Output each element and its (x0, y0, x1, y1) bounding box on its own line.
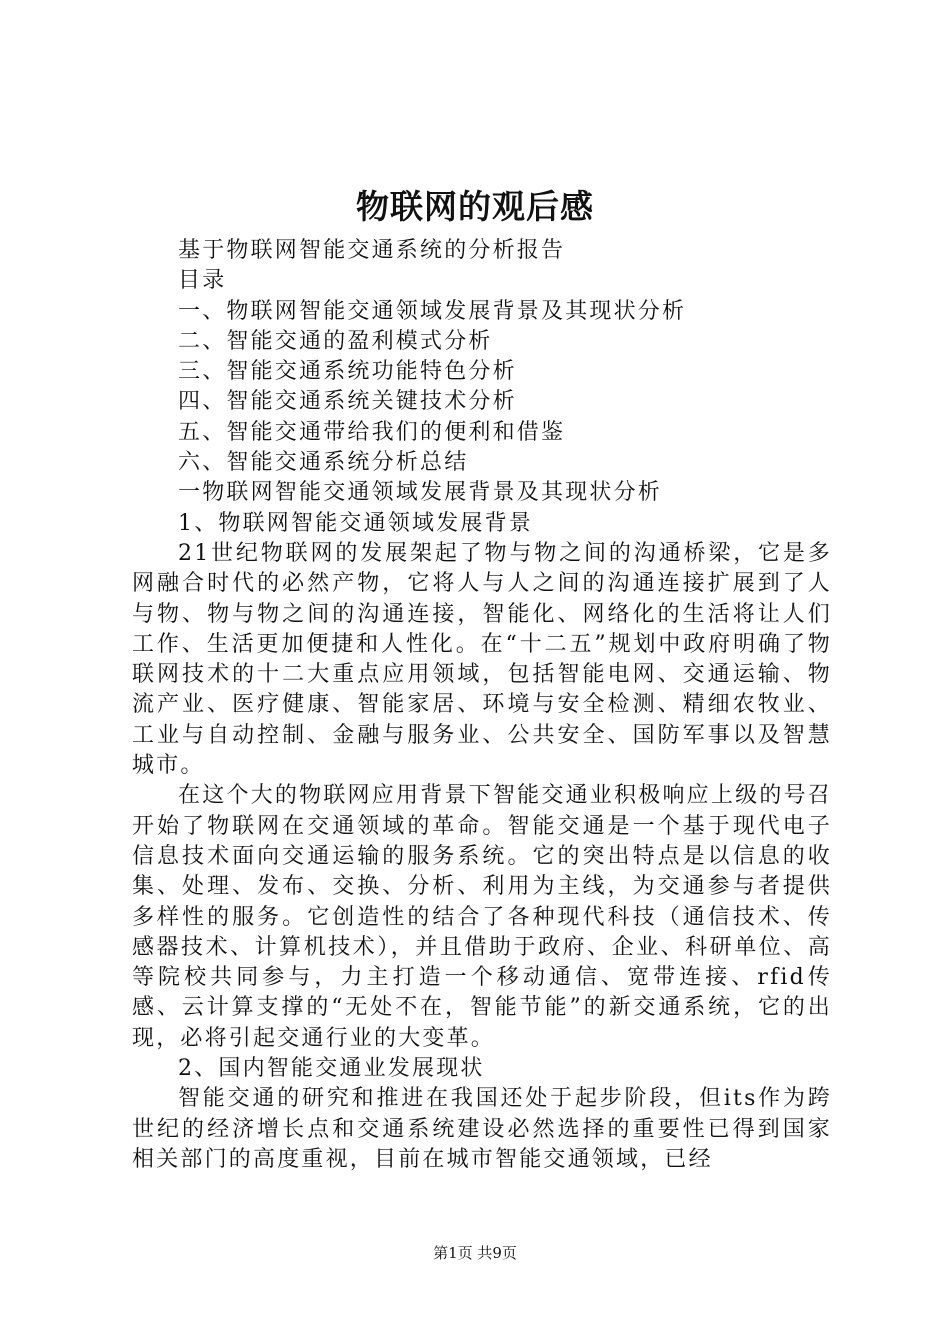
paragraph-1: 21世纪物联网的发展架起了物与物之间的沟通桥梁，它是多网融合时代的必然产物，它将人与人之间的沟通连接扩展到了人与物、物与物之间的沟通连接，智能化、网络化的生活将让人们工作、生活更加便捷和人性化。在“十二五”规划中政府明确了物联网技术的十二大重点应用领域，包括智能电网、交通运输、物流产业、医疗健康、智能家居、环境与安全检测、精细农牧业、工业与自动控制、金融与服务业、公共安全、国防军事以及智慧城市。 (132, 540, 832, 779)
report-title: 基于物联网智能交通系统的分析报告 (178, 238, 566, 263)
toc-item-6: 六、智能交通系统分析总结 (178, 450, 469, 476)
document-body (132, 236, 832, 1175)
document-title: 物联网的观后感 (356, 187, 594, 226)
paragraph-3: 智能交通的研究和推进在我国还处于起步阶段，但its作为跨世纪的经济增长点和交通系统建设必然选择的重要性已得到国家相关部门的高度重视，目前在城市智能交通领域，已经 (132, 1086, 832, 1172)
subsection-heading-1: 1、物联网智能交通领域发展背景 (178, 510, 533, 536)
toc-item-5: 五、智能交通带给我们的便利和借鉴 (178, 419, 566, 445)
section-heading-1: 一物联网智能交通领域发展背景及其现状分析 (178, 480, 663, 506)
paragraph-2: 在这个大的物联网应用背景下智能交通业积极响应上级的号召开始了物联网在交通领域的革命。智能交通是一个基于现代电子信息技术面向交通运输的服务系统。它的突出特点是以信息的收集、处理、发布、交换、分析、利用为主线，为交通参与者提供多样性的服务。它创造性的结合了各种现代科技（通信技术、传感器技术、计算机技术），并且借助于政府、企业、科研单位、高等院校共同参与，力主打造一个移动通信、宽带连接、rfid传感、云计算支撑的“无处不在，智能节能”的新交通系统，它的出现，必将引起交通行业的大变革。 (132, 783, 832, 1051)
toc-item-3: 三、智能交通系统功能特色分析 (178, 359, 517, 385)
toc-item-4: 四、智能交通系统关键技术分析 (178, 389, 517, 415)
toc-item-1: 一、物联网智能交通领域发展背景及其现状分析 (178, 298, 687, 324)
subsection-heading-2: 2、国内智能交通业发展现状 (178, 1056, 485, 1082)
toc-label: 目录 (178, 268, 227, 294)
page-footer: 第1页 共9页 (433, 1244, 517, 1262)
toc-item-2: 二、智能交通的盈利模式分析 (178, 328, 493, 354)
